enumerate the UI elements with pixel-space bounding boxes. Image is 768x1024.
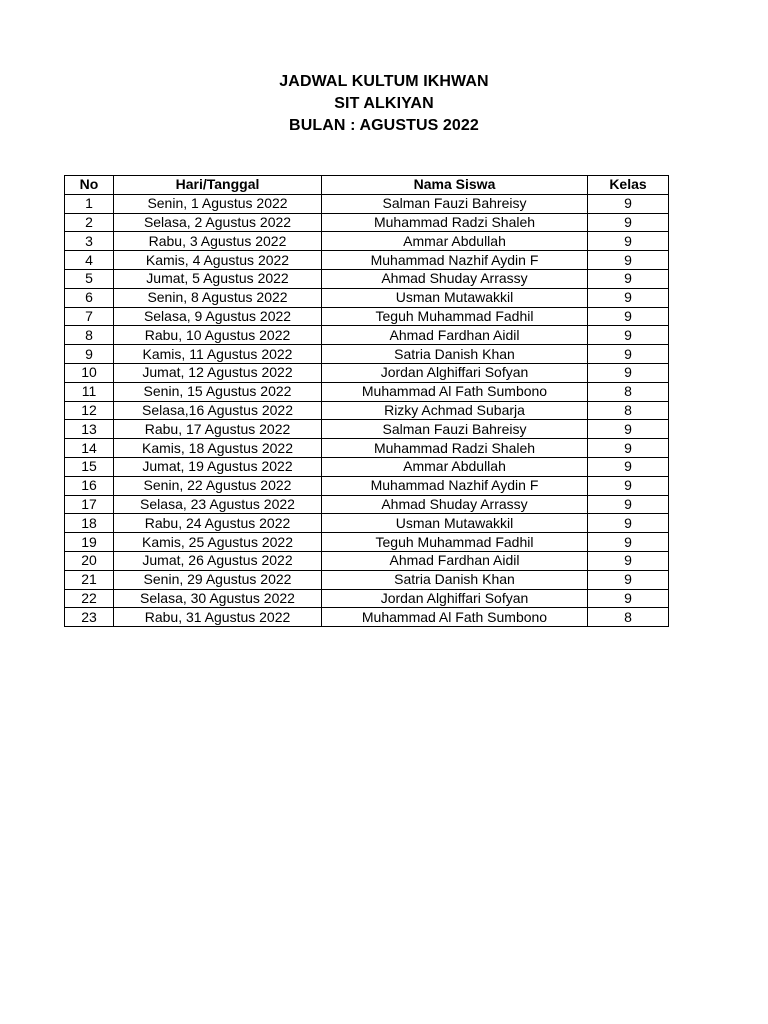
cell-kelas: 9 [588, 326, 669, 345]
cell-no: 8 [65, 326, 114, 345]
cell-nama-siswa: Muhammad Radzi Shaleh [322, 213, 588, 232]
header-kelas: Kelas [588, 176, 669, 195]
table-header-row [65, 176, 669, 195]
cell-hari-tanggal: Jumat, 19 Agustus 2022 [114, 457, 322, 476]
cell-kelas: 9 [588, 589, 669, 608]
cell-kelas: 9 [588, 551, 669, 570]
cell-no: 12 [65, 401, 114, 420]
table-row [65, 420, 669, 439]
cell-hari-tanggal: Rabu, 17 Agustus 2022 [114, 420, 322, 439]
table-row [65, 533, 669, 552]
cell-no: 13 [65, 420, 114, 439]
cell-hari-tanggal: Rabu, 24 Agustus 2022 [114, 514, 322, 533]
cell-nama-siswa: Jordan Alghiffari Sofyan [322, 363, 588, 382]
cell-no: 10 [65, 363, 114, 382]
cell-hari-tanggal: Rabu, 10 Agustus 2022 [114, 326, 322, 345]
cell-no: 6 [65, 288, 114, 307]
cell-kelas: 9 [588, 495, 669, 514]
table-row [65, 589, 669, 608]
cell-kelas: 9 [588, 533, 669, 552]
cell-hari-tanggal: Senin, 8 Agustus 2022 [114, 288, 322, 307]
document-title [0, 71, 768, 137]
cell-hari-tanggal: Senin, 1 Agustus 2022 [114, 194, 322, 213]
title-line-2: SIT ALKIYAN [334, 95, 434, 112]
cell-kelas: 8 [588, 608, 669, 627]
cell-no: 23 [65, 608, 114, 627]
cell-no: 7 [65, 307, 114, 326]
cell-hari-tanggal: Selasa, 23 Agustus 2022 [114, 495, 322, 514]
cell-no: 15 [65, 457, 114, 476]
cell-kelas: 9 [588, 213, 669, 232]
cell-no: 3 [65, 232, 114, 251]
cell-nama-siswa: Muhammad Nazhif Aydin F [322, 476, 588, 495]
cell-kelas: 9 [588, 514, 669, 533]
cell-kelas: 9 [588, 457, 669, 476]
table-row [65, 307, 669, 326]
cell-kelas: 9 [588, 345, 669, 364]
header-no: No [65, 176, 114, 195]
cell-nama-siswa: Satria Danish Khan [322, 570, 588, 589]
table-row [65, 382, 669, 401]
cell-hari-tanggal: Kamis, 18 Agustus 2022 [114, 439, 322, 458]
cell-nama-siswa: Salman Fauzi Bahreisy [322, 194, 588, 213]
table-row [65, 401, 669, 420]
table-row [65, 213, 669, 232]
cell-hari-tanggal: Jumat, 5 Agustus 2022 [114, 269, 322, 288]
cell-nama-siswa: Muhammad Al Fath Sumbono [322, 608, 588, 627]
cell-kelas: 9 [588, 363, 669, 382]
table-row [65, 288, 669, 307]
cell-hari-tanggal: Kamis, 25 Agustus 2022 [114, 533, 322, 552]
cell-nama-siswa: Muhammad Nazhif Aydin F [322, 251, 588, 270]
cell-kelas: 9 [588, 307, 669, 326]
cell-kelas: 9 [588, 420, 669, 439]
cell-nama-siswa: Teguh Muhammad Fadhil [322, 307, 588, 326]
title-line-1: JADWAL KULTUM IKHWAN [279, 73, 489, 90]
cell-kelas: 9 [588, 570, 669, 589]
table-row [65, 570, 669, 589]
cell-nama-siswa: Ahmad Shuday Arrassy [322, 495, 588, 514]
cell-no: 2 [65, 213, 114, 232]
cell-nama-siswa: Satria Danish Khan [322, 345, 588, 364]
table-row [65, 495, 669, 514]
cell-no: 14 [65, 439, 114, 458]
cell-nama-siswa: Usman Mutawakkil [322, 288, 588, 307]
cell-hari-tanggal: Kamis, 11 Agustus 2022 [114, 345, 322, 364]
table-row [65, 457, 669, 476]
cell-hari-tanggal: Selasa, 9 Agustus 2022 [114, 307, 322, 326]
cell-nama-siswa: Rizky Achmad Subarja [322, 401, 588, 420]
header-hari-tanggal: Hari/Tanggal [114, 176, 322, 195]
schedule-table [64, 175, 669, 627]
cell-nama-siswa: Salman Fauzi Bahreisy [322, 420, 588, 439]
cell-hari-tanggal: Rabu, 31 Agustus 2022 [114, 608, 322, 627]
cell-no: 16 [65, 476, 114, 495]
cell-hari-tanggal: Selasa,16 Agustus 2022 [114, 401, 322, 420]
cell-kelas: 9 [588, 194, 669, 213]
table-row [65, 476, 669, 495]
cell-kelas: 9 [588, 476, 669, 495]
cell-kelas: 8 [588, 401, 669, 420]
table-row [65, 269, 669, 288]
cell-no: 5 [65, 269, 114, 288]
cell-hari-tanggal: Jumat, 12 Agustus 2022 [114, 363, 322, 382]
table-row [65, 251, 669, 270]
cell-kelas: 9 [588, 269, 669, 288]
cell-hari-tanggal: Senin, 29 Agustus 2022 [114, 570, 322, 589]
cell-nama-siswa: Muhammad Al Fath Sumbono [322, 382, 588, 401]
title-line-3: BULAN : AGUSTUS 2022 [289, 117, 479, 134]
cell-hari-tanggal: Selasa, 30 Agustus 2022 [114, 589, 322, 608]
cell-no: 18 [65, 514, 114, 533]
cell-hari-tanggal: Rabu, 3 Agustus 2022 [114, 232, 322, 251]
cell-nama-siswa: Muhammad Radzi Shaleh [322, 439, 588, 458]
cell-no: 17 [65, 495, 114, 514]
table-row [65, 551, 669, 570]
cell-nama-siswa: Ahmad Fardhan Aidil [322, 326, 588, 345]
table-row [65, 326, 669, 345]
table-row [65, 194, 669, 213]
table-row [65, 232, 669, 251]
table-body [65, 194, 669, 626]
cell-no: 11 [65, 382, 114, 401]
cell-kelas: 9 [588, 251, 669, 270]
cell-kelas: 9 [588, 232, 669, 251]
table-row [65, 345, 669, 364]
cell-nama-siswa: Jordan Alghiffari Sofyan [322, 589, 588, 608]
table-row [65, 608, 669, 627]
table-row [65, 514, 669, 533]
cell-no: 9 [65, 345, 114, 364]
cell-hari-tanggal: Senin, 15 Agustus 2022 [114, 382, 322, 401]
cell-no: 20 [65, 551, 114, 570]
table-row [65, 439, 669, 458]
cell-hari-tanggal: Senin, 22 Agustus 2022 [114, 476, 322, 495]
cell-hari-tanggal: Selasa, 2 Agustus 2022 [114, 213, 322, 232]
cell-nama-siswa: Ahmad Fardhan Aidil [322, 551, 588, 570]
cell-nama-siswa: Usman Mutawakkil [322, 514, 588, 533]
cell-nama-siswa: Ahmad Shuday Arrassy [322, 269, 588, 288]
cell-kelas: 9 [588, 288, 669, 307]
header-nama-siswa: Nama Siswa [322, 176, 588, 195]
cell-no: 4 [65, 251, 114, 270]
cell-nama-siswa: Ammar Abdullah [322, 232, 588, 251]
cell-no: 22 [65, 589, 114, 608]
cell-no: 1 [65, 194, 114, 213]
cell-kelas: 8 [588, 382, 669, 401]
cell-nama-siswa: Teguh Muhammad Fadhil [322, 533, 588, 552]
cell-nama-siswa: Ammar Abdullah [322, 457, 588, 476]
cell-no: 19 [65, 533, 114, 552]
cell-hari-tanggal: Kamis, 4 Agustus 2022 [114, 251, 322, 270]
table-row [65, 363, 669, 382]
cell-no: 21 [65, 570, 114, 589]
cell-hari-tanggal: Jumat, 26 Agustus 2022 [114, 551, 322, 570]
cell-kelas: 9 [588, 439, 669, 458]
